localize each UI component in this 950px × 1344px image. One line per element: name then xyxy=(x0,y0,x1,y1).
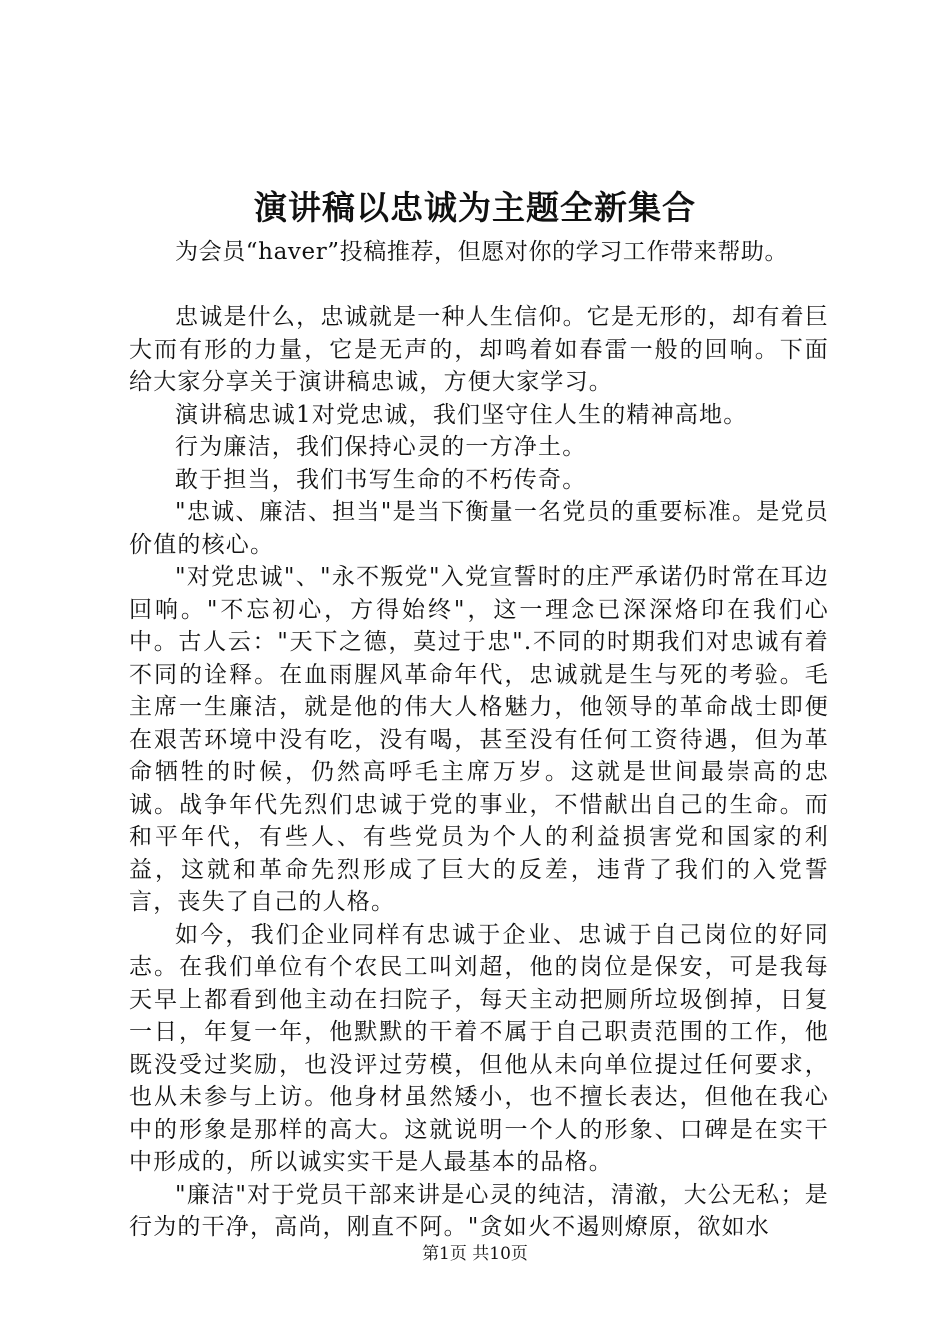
intro-line: 为会员“haver”投稿推荐，但愿对你的学习工作带来帮助。 xyxy=(175,239,789,265)
paragraph: "忠诚、廉洁、担当"是当下衡量一名党员的重要标准。是党员价值的核心。 xyxy=(129,499,829,558)
paragraph: 如今，我们企业同样有忠诚于企业、忠诚于自己岗位的好同志。在我们单位有个农民工叫刘超，他的岗位是保安，可是我每天早上都看到他主动在扫院子，每天主动把厕所垃圾倒掉，日复一日，年复一年，他默默的干着不属于自己职责范围的工作，他既没受过奖励，也没评过劳模，但他从未向单位提过任何要求，也从未参与上访。他身材虽然矮小，也不擅长表达，但他在我心中的形象是那样的高大。这就说明一个人的形象、口碑是在实干中形成的，所以诚实实干是人最基本的品格。 xyxy=(129,921,829,1175)
page-footer: 第1页 共10页 xyxy=(422,1244,528,1264)
paragraph: 演讲稿忠诚1对党忠诚，我们坚守住人生的精神高地。 xyxy=(175,401,748,428)
paragraph: 敢于担当，我们书写生命的不朽传奇。 xyxy=(175,466,587,493)
document-body xyxy=(129,236,829,1244)
paragraph: "对党忠诚"、"永不叛党"入党宣誓时的庄严承诺仍时常在耳边回响。"不忘初心，方得始终"，这一理念已深深烙印在我们心中。古人云："天下之德，莫过于忠".不同的时期我们对忠诚有着不同的诠释。在血雨腥风革命年代，忠诚就是生与死的考验。毛主席一生廉洁，就是他的伟大人格魅力，他领导的革命战士即便在艰苦环境中没有吃，没有喝，甚至没有任何工资待遇，但为革命牺牲的时候，仍然高呼毛主席万岁。这就是世间最崇高的忠诚。战争年代先烈们忠诚于党的事业，不惜献出自己的生命。而和平年代，有些人、有些党员为个人的利益损害党和国家的利益，这就和革命先烈形成了巨大的反差，违背了我们的入党誓言，丧失了自己的人格。 xyxy=(129,564,829,915)
document-title: 演讲稿以忠诚为主题全新集合 xyxy=(254,188,696,227)
paragraph: 行为廉洁，我们保持心灵的一方净土。 xyxy=(175,434,587,460)
paragraph: "廉洁"对于党员干部来讲是心灵的纯洁，清澈，大公无私；是行为的干净，高尚，刚直不阿。"贪如火不遏则燎原，欲如水 xyxy=(129,1181,829,1240)
paragraph: 忠诚是什么，忠诚就是一种人生信仰。它是无形的，却有着巨大而有形的力量，它是无声的，却鸣着如春雷一般的回响。下面给大家分享关于演讲稿忠诚，方便大家学习。 xyxy=(129,304,829,395)
